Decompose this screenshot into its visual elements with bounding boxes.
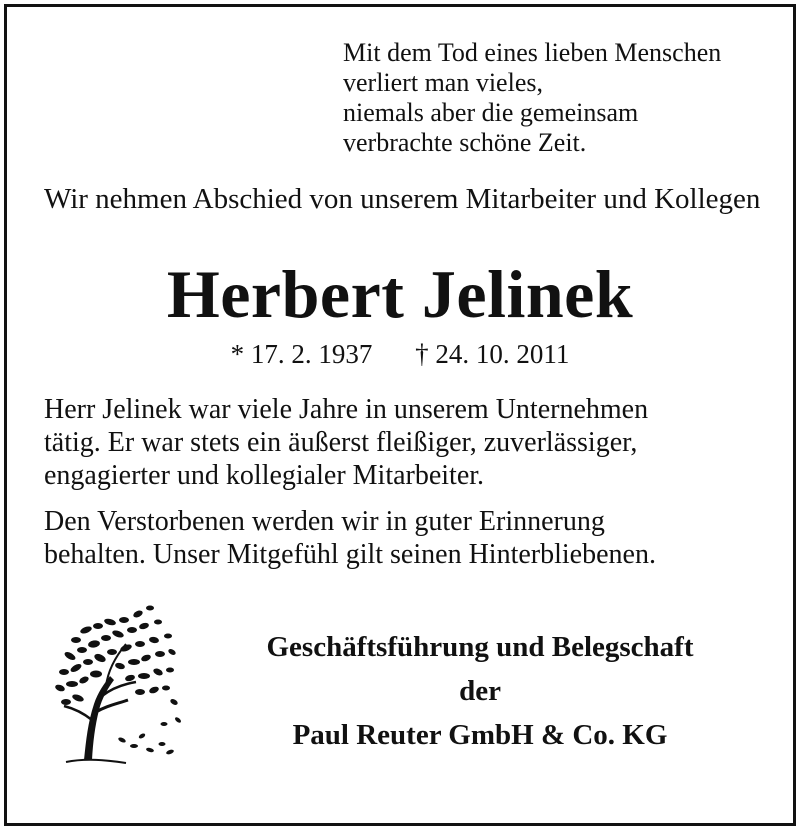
signature-block <box>200 625 760 757</box>
tribute-paragraph <box>44 393 784 492</box>
signature-line: der <box>459 675 501 707</box>
wind-blown-tree-icon <box>46 600 186 775</box>
paragraph-line: Den Verstorbenen werden wir in guter Erinnerung <box>44 506 605 537</box>
farewell-intro: Wir nehmen Abschied von unserem Mitarbeiter und Kollegen <box>44 183 761 215</box>
death-date: † 24. 10. 2011 <box>415 339 570 369</box>
quote-line: Mit dem Tod eines lieben Menschen <box>343 38 722 67</box>
deceased-name: Herbert Jelinek <box>166 256 634 332</box>
condolence-paragraph <box>44 505 784 571</box>
paragraph-line: behalten. Unser Mitgefühl gilt seinen Hinterbliebenen. <box>44 539 656 570</box>
memorial-quote <box>343 38 721 158</box>
signature-line: Geschäftsführung und Belegschaft <box>266 631 694 663</box>
company-name: Paul Reuter GmbH & Co. KG <box>292 719 668 751</box>
paragraph-line: engagierter und kollegialer Mitarbeiter. <box>44 460 485 491</box>
quote-line: verbrachte schöne Zeit. <box>343 128 587 157</box>
paragraph-line: Herr Jelinek war viele Jahre in unserem Unternehmen <box>44 394 649 425</box>
paragraph-line: tätig. Er war stets ein äußerst fleißiger, zuverlässiger, <box>44 427 638 458</box>
life-dates <box>0 338 800 370</box>
quote-line: niemals aber die gemeinsam <box>343 98 639 127</box>
birth-date: * 17. 2. 1937 <box>230 339 373 369</box>
quote-line: verliert man vieles, <box>343 68 543 97</box>
